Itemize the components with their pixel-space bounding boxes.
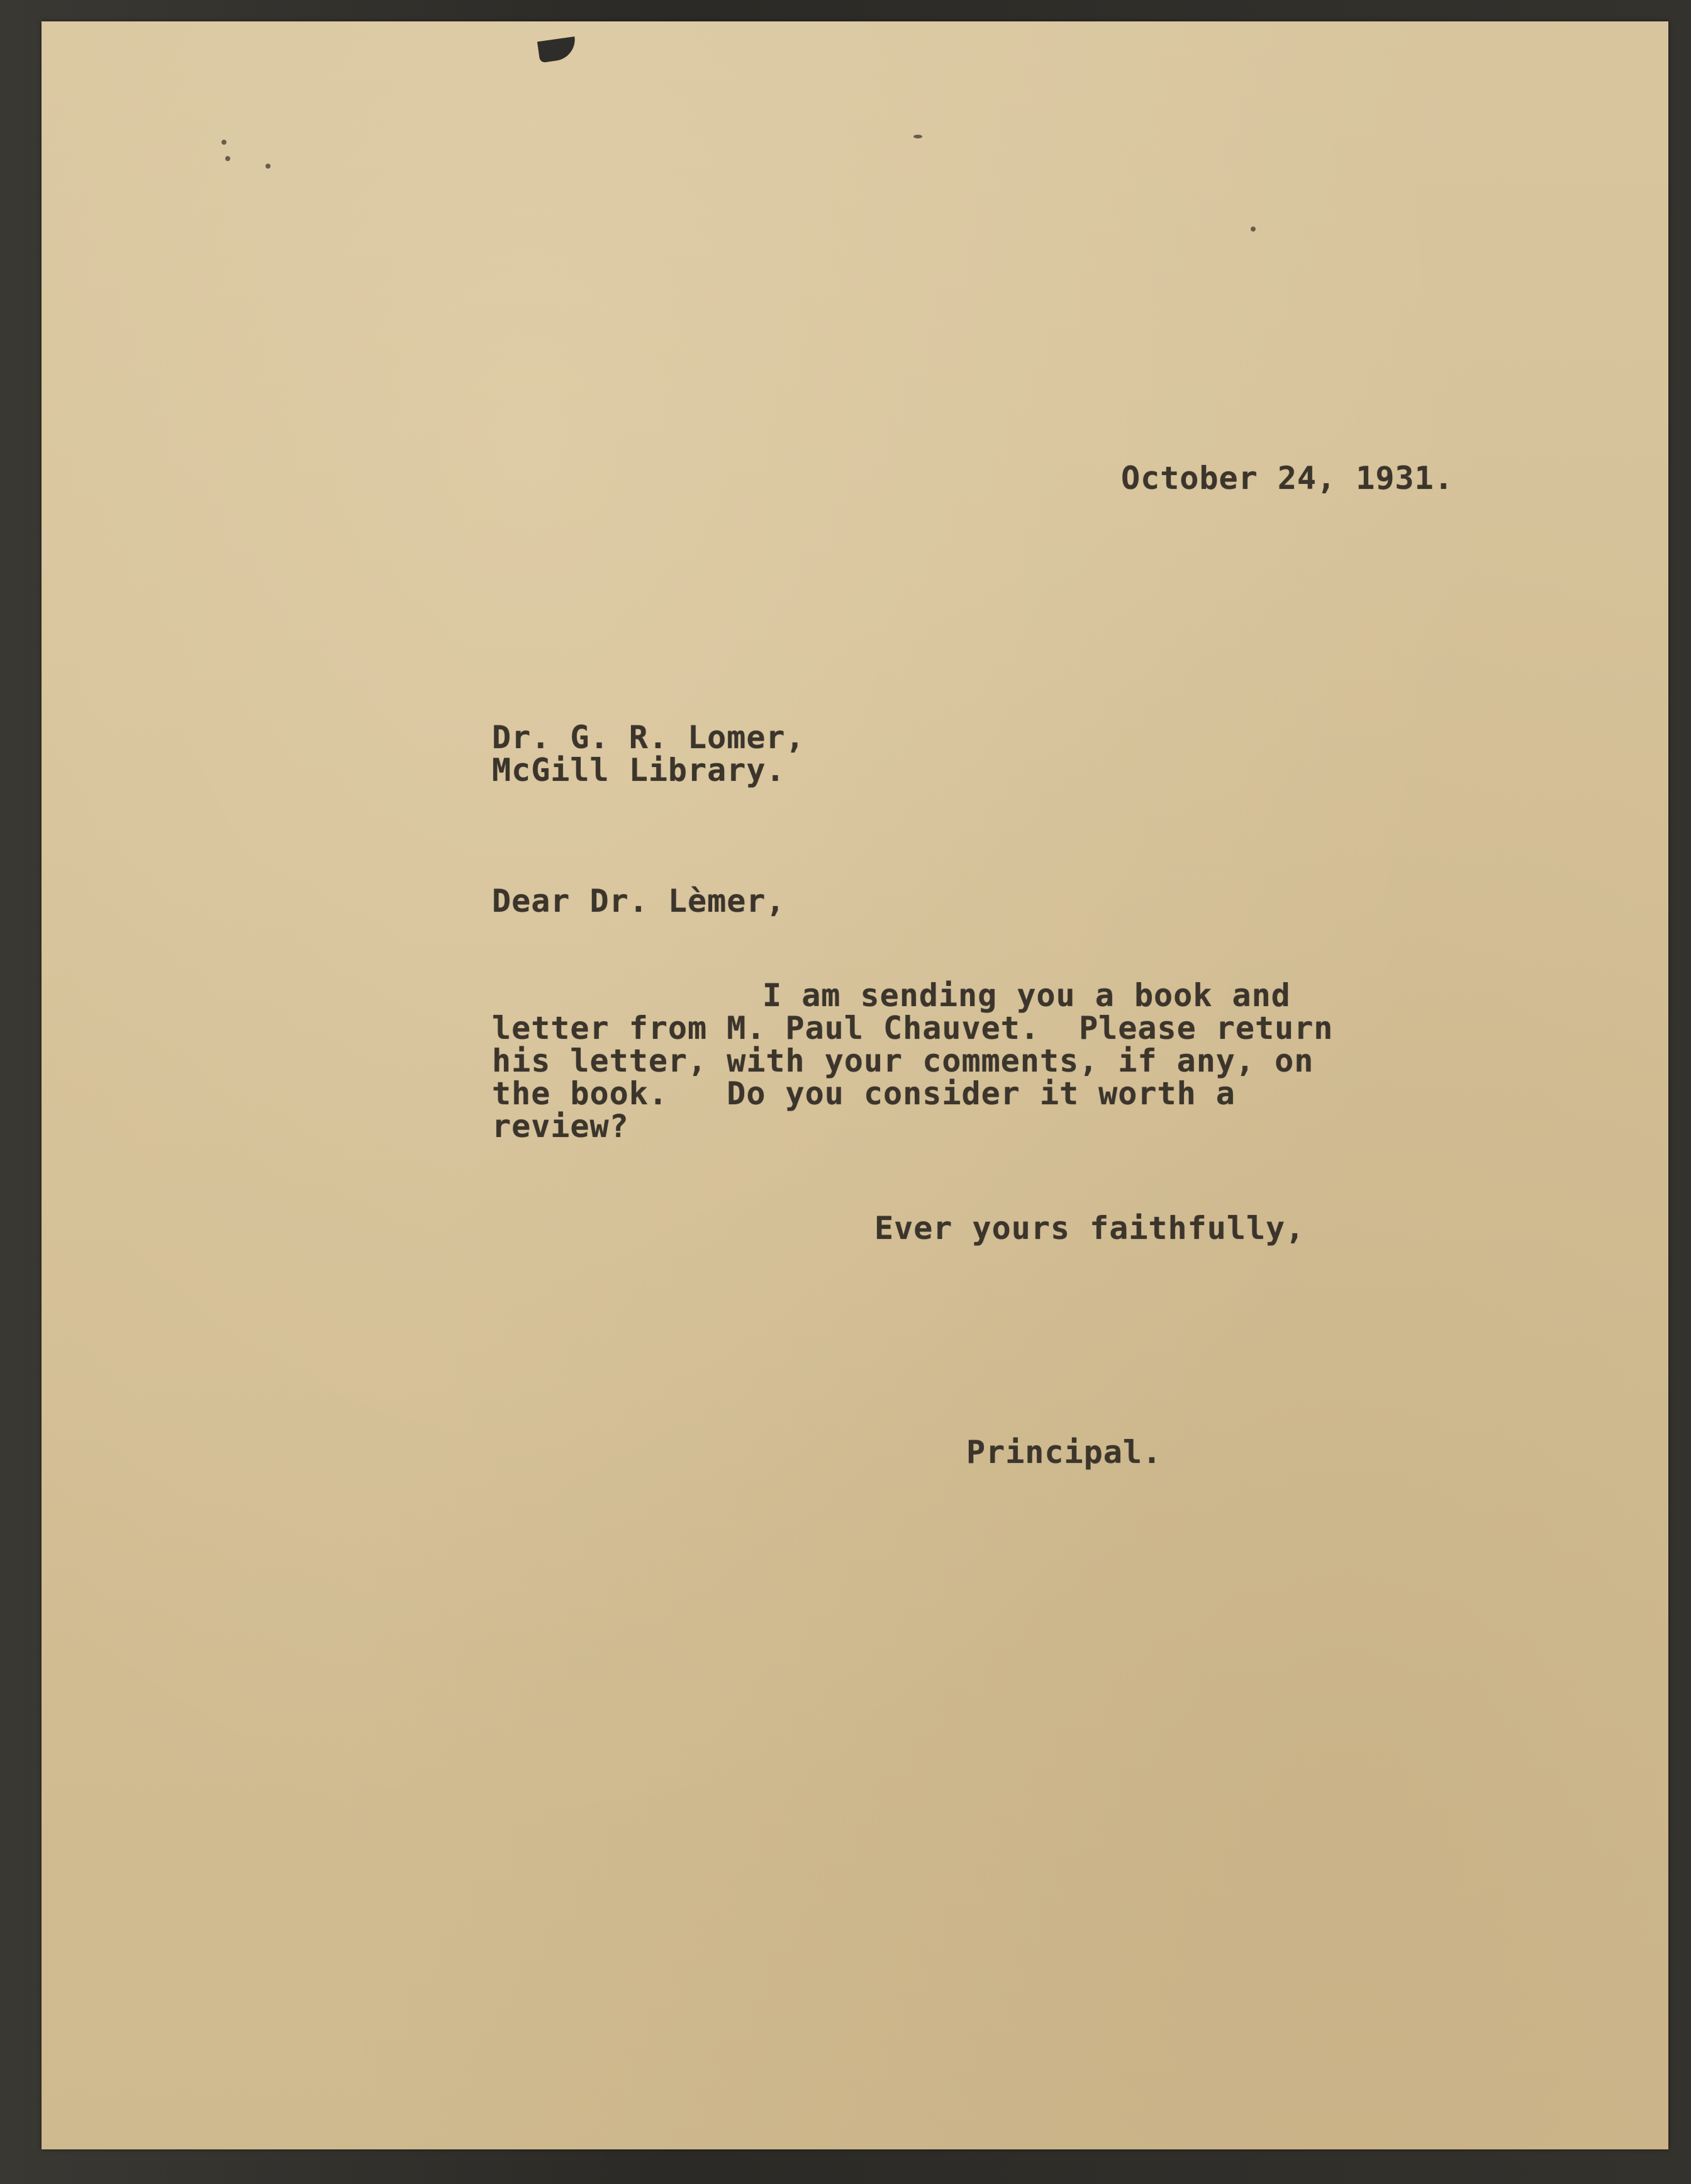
letter-page [42, 21, 1668, 2149]
body-line: I am sending you a book and [762, 977, 1291, 1014]
ink-speck [1251, 227, 1256, 232]
body-line: the book. Do you consider it worth a [492, 1075, 1236, 1112]
recipient-institution: McGill Library. [492, 752, 786, 788]
body-line: his letter, with your comments, if any, on [492, 1043, 1314, 1079]
ink-speck [221, 140, 226, 145]
salutation: Dear Dr. Lèmer, [492, 883, 786, 919]
body-line: review? [492, 1108, 629, 1145]
ink-speck [913, 135, 922, 138]
torn-notch [537, 36, 578, 63]
recipient-name: Dr. G. R. Lomer, [492, 719, 805, 756]
complimentary-close: Ever yours faithfully, [874, 1210, 1305, 1246]
body-line: letter from M. Paul Chauvet. Please return [492, 1010, 1334, 1046]
letter-date: October 24, 1931. [1121, 460, 1454, 496]
ink-speck [225, 156, 230, 161]
ink-speck [265, 164, 271, 169]
signature-title: Principal. [966, 1434, 1163, 1470]
